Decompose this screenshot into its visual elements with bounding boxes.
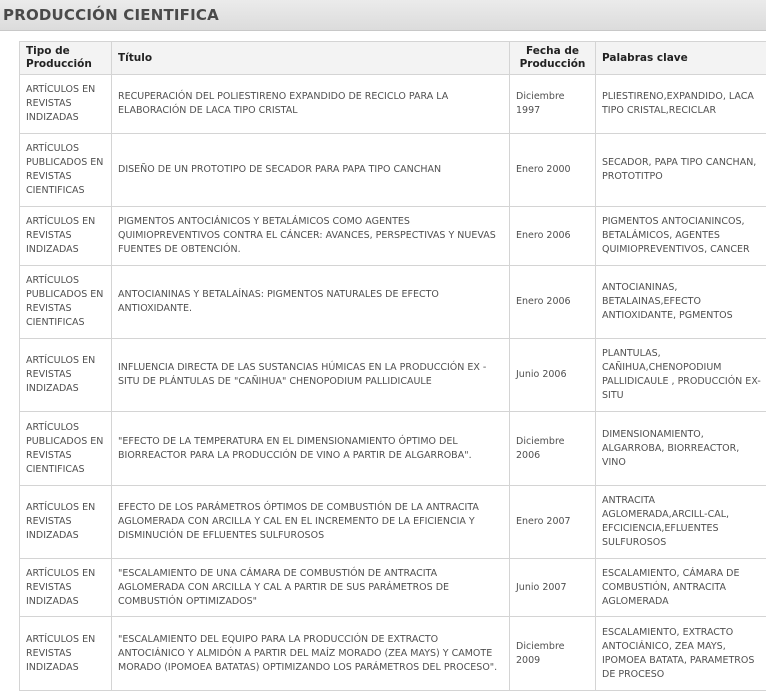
cell-palabras: SECADOR, PAPA TIPO CANCHAN, PROTOTITPO — [596, 134, 766, 207]
page-header — [0, 0, 766, 31]
cell-palabras: DIMENSIONAMIENTO, ALGARROBA, BIORREACTOR, VINO — [596, 412, 766, 486]
cell-tipo: ARTÍCULOS PUBLICADOS EN REVISTAS CIENTIFICAS — [20, 266, 112, 339]
table-row — [20, 75, 766, 134]
cell-tipo: ARTÍCULOS EN REVISTAS INDIZADAS — [20, 339, 112, 412]
cell-tipo: ARTÍCULOS PUBLICADOS EN REVISTAS CIENTIFICAS — [20, 134, 112, 207]
table-row — [20, 339, 766, 412]
cell-titulo: PIGMENTOS ANTOCIÁNICOS Y BETALÁMICOS COMO AGENTES QUIMIOPREVENTIVOS CONTRA EL CÁNCER: AVANCES, PERSPECTIVAS Y NUEVAS FUENTES DE OBTENCIÓN. — [112, 207, 510, 266]
cell-fecha: Diciembre 2009 — [510, 617, 596, 691]
cell-fecha: Diciembre 1997 — [510, 75, 596, 134]
cell-palabras: ESCALAMIENTO, CÁMARA DE COMBUSTIÓN, ANTRACITA AGLOMERADA — [596, 559, 766, 617]
cell-titulo: DISEÑO DE UN PROTOTIPO DE SECADOR PARA PAPA TIPO CANCHAN — [112, 134, 510, 207]
cell-tipo: ARTÍCULOS EN REVISTAS INDIZADAS — [20, 75, 112, 134]
table-row — [20, 617, 766, 691]
cell-fecha: Junio 2006 — [510, 339, 596, 412]
cell-palabras: PLANTULAS, CAÑIHUA,CHENOPODIUM PALLIDICAULE , PRODUCCIÓN EX-SITU — [596, 339, 766, 412]
cell-fecha: Enero 2006 — [510, 266, 596, 339]
cell-fecha: Junio 2007 — [510, 559, 596, 617]
cell-titulo: "EFECTO DE LA TEMPERATURA EN EL DIMENSIONAMIENTO ÓPTIMO DEL BIORREACTOR PARA LA PRODUCCIÓN DE VINO A PARTIR DE ALGARROBA". — [112, 412, 510, 486]
cell-titulo: EFECTO DE LOS PARÁMETROS ÓPTIMOS DE COMBUSTIÓN DE LA ANTRACITA AGLOMERADA CON ARCILLA Y CAL EN EL INCREMENTO DE LA EFICIENCIA Y DISMINUCIÓN DE EFLUENTES SULFUROSOS — [112, 486, 510, 559]
column-header-palabras: Palabras clave — [596, 42, 766, 75]
cell-palabras: PLIESTIRENO,EXPANDIDO, LACA TIPO CRISTAL,RECICLAR — [596, 75, 766, 134]
cell-palabras: ANTOCIANINAS, BETALAINAS,EFECTO ANTIOXIDANTE, PGMENTOS — [596, 266, 766, 339]
cell-tipo: ARTÍCULOS EN REVISTAS INDIZADAS — [20, 207, 112, 266]
table-row — [20, 207, 766, 266]
column-header-tipo: Tipo de Producción — [20, 42, 112, 75]
cell-fecha: Enero 2007 — [510, 486, 596, 559]
cell-fecha: Enero 2006 — [510, 207, 596, 266]
cell-titulo: "ESCALAMIENTO DEL EQUIPO PARA LA PRODUCCIÓN DE EXTRACTO ANTOCIÁNICO Y ALMIDÓN A PARTIR DEL MAÍZ MORADO (ZEA MAYS) Y CAMOTE MORADO (IPOMOEA BATATAS) OPTIMIZANDO LOS PARÁMETROS DEL PROCESO". — [112, 617, 510, 691]
production-table — [19, 41, 766, 691]
cell-fecha: Diciembre 2006 — [510, 412, 596, 486]
cell-tipo: ARTÍCULOS PUBLICADOS EN REVISTAS CIENTIFICAS — [20, 412, 112, 486]
cell-palabras: ANTRACITA AGLOMERADA,ARCILL-CAL, EFCICIENCIA,EFLUENTES SULFUROSOS — [596, 486, 766, 559]
cell-tipo: ARTÍCULOS EN REVISTAS INDIZADAS — [20, 617, 112, 691]
column-header-fecha: Fecha de Producción — [510, 42, 596, 75]
column-header-titulo: Título — [112, 42, 510, 75]
cell-tipo: ARTÍCULOS EN REVISTAS INDIZADAS — [20, 559, 112, 617]
page-title: PRODUCCIÓN CIENTIFICA — [3, 6, 219, 24]
cell-palabras: ESCALAMIENTO, EXTRACTO ANTOCIÁNICO, ZEA MAYS, IPOMOEA BATATA, PARAMETROS DE PROCESO — [596, 617, 766, 691]
table-row — [20, 266, 766, 339]
table-row — [20, 486, 766, 559]
table-row — [20, 412, 766, 486]
cell-tipo: ARTÍCULOS EN REVISTAS INDIZADAS — [20, 486, 112, 559]
cell-titulo: ANTOCIANINAS Y BETALAÍNAS: PIGMENTOS NATURALES DE EFECTO ANTIOXIDANTE. — [112, 266, 510, 339]
table-header-row — [20, 42, 766, 75]
cell-palabras: PIGMENTOS ANTOCIANINCOS, BETALÁMICOS, AGENTES QUIMIOPREVENTIVOS, CANCER — [596, 207, 766, 266]
cell-titulo: INFLUENCIA DIRECTA DE LAS SUSTANCIAS HÚMICAS EN LA PRODUCCIÓN EX - SITU DE PLÁNTULAS DE "CAÑIHUA" CHENOPODIUM PALLIDICAULE — [112, 339, 510, 412]
table-row — [20, 134, 766, 207]
table-row — [20, 559, 766, 617]
cell-fecha: Enero 2000 — [510, 134, 596, 207]
cell-titulo: "ESCALAMIENTO DE UNA CÁMARA DE COMBUSTIÓN DE ANTRACITA AGLOMERADA CON ARCILLA Y CAL A PARTIR DE SUS PARÁMETROS DE COMBUSTIÓN OPTIMIZADOS" — [112, 559, 510, 617]
cell-titulo: RECUPERACIÓN DEL POLIESTIRENO EXPANDIDO DE RECICLO PARA LA ELABORACIÓN DE LACA TIPO CRISTAL — [112, 75, 510, 134]
